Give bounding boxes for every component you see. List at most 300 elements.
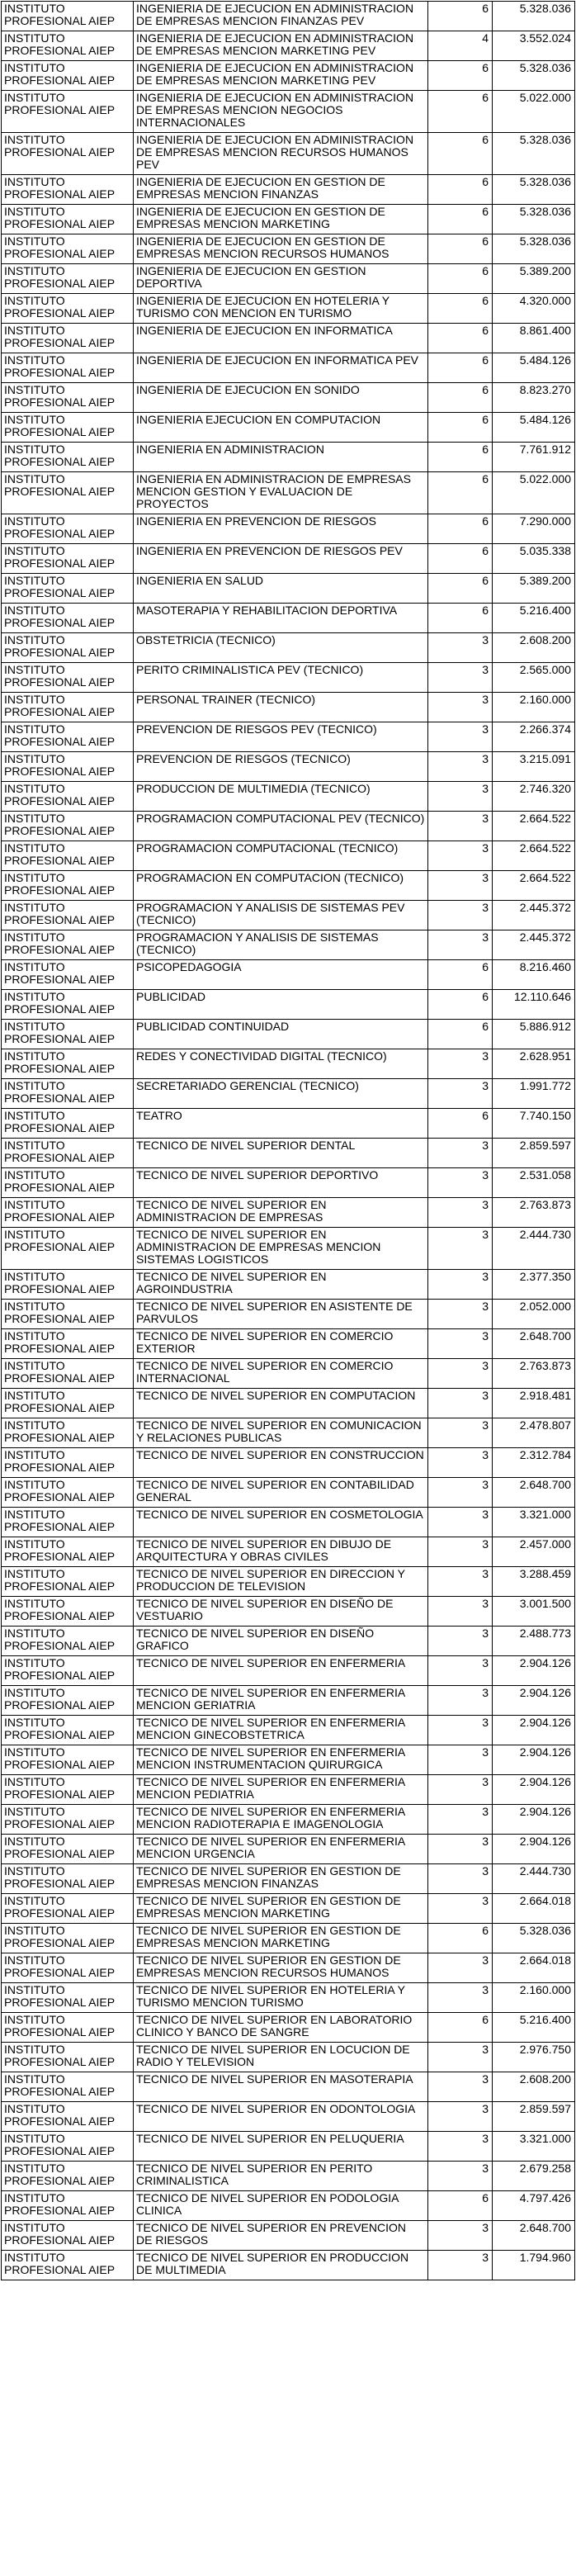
- table-row: [2, 205, 575, 234]
- duration-cell: 3: [428, 1508, 493, 1537]
- amount-cell: 2.478.807: [493, 1418, 575, 1448]
- table-row: [2, 2072, 575, 2102]
- program-cell: TECNICO DE NIVEL SUPERIOR EN ADMINISTRACION DE EMPRESAS MENCION SISTEMAS LOGISTICOS: [134, 1228, 428, 1270]
- duration-cell: 3: [428, 1627, 493, 1656]
- program-cell: OBSTETRICIA (TECNICO): [134, 633, 428, 663]
- amount-cell: 2.457.000: [493, 1537, 575, 1567]
- amount-cell: 2.160.000: [493, 693, 575, 722]
- duration-cell: 6: [428, 324, 493, 353]
- duration-cell: 6: [428, 175, 493, 205]
- table-row: [2, 2013, 575, 2043]
- duration-cell: 6: [428, 205, 493, 234]
- program-cell: INGENIERIA DE EJECUCION EN SONIDO: [134, 383, 428, 413]
- duration-cell: 6: [428, 472, 493, 514]
- table-row: [2, 960, 575, 990]
- institution-cell: INSTITUTO PROFESIONAL AIEP: [2, 1953, 134, 1983]
- amount-cell: 5.216.400: [493, 604, 575, 633]
- amount-cell: 4.797.426: [493, 2191, 575, 2221]
- program-cell: TECNICO DE NIVEL SUPERIOR DENTAL: [134, 1139, 428, 1168]
- amount-cell: 2.266.374: [493, 722, 575, 752]
- duration-cell: 3: [428, 1775, 493, 1805]
- amount-cell: 3.552.024: [493, 31, 575, 61]
- duration-cell: 3: [428, 1478, 493, 1508]
- table-row: [2, 1537, 575, 1567]
- amount-cell: 1.794.960: [493, 2251, 575, 2280]
- duration-cell: 3: [428, 752, 493, 782]
- institution-cell: INSTITUTO PROFESIONAL AIEP: [2, 1448, 134, 1478]
- table-row: [2, 383, 575, 413]
- table-row: [2, 1745, 575, 1775]
- table-row: [2, 1109, 575, 1139]
- table-row: [2, 1300, 575, 1329]
- program-cell: REDES Y CONECTIVIDAD DIGITAL (TECNICO): [134, 1049, 428, 1079]
- program-cell: PRODUCCION DE MULTIMEDIA (TECNICO): [134, 782, 428, 812]
- table-row: [2, 443, 575, 472]
- duration-cell: 6: [428, 443, 493, 472]
- duration-cell: 6: [428, 234, 493, 264]
- table-row: [2, 2043, 575, 2072]
- amount-cell: 2.679.258: [493, 2162, 575, 2191]
- institution-cell: INSTITUTO PROFESIONAL AIEP: [2, 1168, 134, 1198]
- program-cell: TECNICO DE NIVEL SUPERIOR EN HOTELERIA Y TURISMO MENCION TURISMO: [134, 1983, 428, 2013]
- program-cell: PSICOPEDAGOGIA: [134, 960, 428, 990]
- program-cell: TECNICO DE NIVEL SUPERIOR EN ADMINISTRACION DE EMPRESAS: [134, 1198, 428, 1228]
- table-row: [2, 413, 575, 443]
- duration-cell: 3: [428, 1300, 493, 1329]
- table-row: [2, 812, 575, 841]
- amount-cell: 2.664.522: [493, 812, 575, 841]
- program-cell: TECNICO DE NIVEL SUPERIOR EN ENFERMERIA MENCION INSTRUMENTACION QUIRURGICA: [134, 1745, 428, 1775]
- institution-cell: INSTITUTO PROFESIONAL AIEP: [2, 604, 134, 633]
- institution-cell: INSTITUTO PROFESIONAL AIEP: [2, 2013, 134, 2043]
- program-cell: TECNICO DE NIVEL SUPERIOR EN ENFERMERIA MENCION GERIATRIA: [134, 1686, 428, 1716]
- amount-cell: 2.763.873: [493, 1359, 575, 1389]
- table-row: [2, 514, 575, 544]
- program-cell: PERSONAL TRAINER (TECNICO): [134, 693, 428, 722]
- institution-cell: INSTITUTO PROFESIONAL AIEP: [2, 1020, 134, 1049]
- program-cell: TECNICO DE NIVEL SUPERIOR EN CONSTRUCCION: [134, 1448, 428, 1478]
- program-cell: PERITO CRIMINALISTICA PEV (TECNICO): [134, 663, 428, 693]
- program-cell: TECNICO DE NIVEL SUPERIOR EN GESTION DE EMPRESAS MENCION MARKETING: [134, 1924, 428, 1953]
- institution-cell: INSTITUTO PROFESIONAL AIEP: [2, 2251, 134, 2280]
- duration-cell: 6: [428, 574, 493, 604]
- institution-cell: INSTITUTO PROFESIONAL AIEP: [2, 930, 134, 960]
- duration-cell: 3: [428, 901, 493, 930]
- program-cell: TECNICO DE NIVEL SUPERIOR EN ASISTENTE DE PARVULOS: [134, 1300, 428, 1329]
- table-row: [2, 2102, 575, 2132]
- program-cell: TECNICO DE NIVEL SUPERIOR EN COMERCIO EXTERIOR: [134, 1329, 428, 1359]
- institution-cell: INSTITUTO PROFESIONAL AIEP: [2, 1049, 134, 1079]
- table-row: [2, 353, 575, 383]
- institution-cell: INSTITUTO PROFESIONAL AIEP: [2, 91, 134, 133]
- table-row: [2, 472, 575, 514]
- table-row: [2, 1508, 575, 1537]
- program-cell: PUBLICIDAD: [134, 990, 428, 1020]
- institution-cell: INSTITUTO PROFESIONAL AIEP: [2, 574, 134, 604]
- amount-cell: 3.001.500: [493, 1597, 575, 1627]
- program-cell: TECNICO DE NIVEL SUPERIOR EN MASOTERAPIA: [134, 2072, 428, 2102]
- institution-cell: INSTITUTO PROFESIONAL AIEP: [2, 693, 134, 722]
- amount-cell: 12.110.646: [493, 990, 575, 1020]
- program-cell: TECNICO DE NIVEL SUPERIOR EN LOCUCION DE RADIO Y TELEVISION: [134, 2043, 428, 2072]
- duration-cell: 3: [428, 930, 493, 960]
- table-row: [2, 1924, 575, 1953]
- institution-cell: INSTITUTO PROFESIONAL AIEP: [2, 1109, 134, 1139]
- amount-cell: 2.904.126: [493, 1716, 575, 1745]
- duration-cell: 3: [428, 1745, 493, 1775]
- amount-cell: 2.918.481: [493, 1389, 575, 1418]
- duration-cell: 3: [428, 2162, 493, 2191]
- amount-cell: 2.608.200: [493, 633, 575, 663]
- program-cell: TEATRO: [134, 1109, 428, 1139]
- program-cell: INGENIERIA DE EJECUCION EN GESTION DE EMPRESAS MENCION MARKETING: [134, 205, 428, 234]
- duration-cell: 3: [428, 782, 493, 812]
- institution-cell: INSTITUTO PROFESIONAL AIEP: [2, 544, 134, 574]
- table-row: [2, 782, 575, 812]
- duration-cell: 3: [428, 2251, 493, 2280]
- program-cell: TECNICO DE NIVEL SUPERIOR EN DIBUJO DE ARQUITECTURA Y OBRAS CIVILES: [134, 1537, 428, 1567]
- program-cell: TECNICO DE NIVEL SUPERIOR EN PELUQUERIA: [134, 2132, 428, 2162]
- institution-cell: INSTITUTO PROFESIONAL AIEP: [2, 1329, 134, 1359]
- institution-cell: INSTITUTO PROFESIONAL AIEP: [2, 871, 134, 901]
- amount-cell: 7.290.000: [493, 514, 575, 544]
- duration-cell: 6: [428, 1109, 493, 1139]
- amount-cell: 5.328.036: [493, 1924, 575, 1953]
- amount-cell: 2.664.522: [493, 871, 575, 901]
- institution-cell: INSTITUTO PROFESIONAL AIEP: [2, 2221, 134, 2251]
- institution-cell: INSTITUTO PROFESIONAL AIEP: [2, 1775, 134, 1805]
- table-row: [2, 175, 575, 205]
- table-row: [2, 2, 575, 31]
- table-row: [2, 2191, 575, 2221]
- duration-cell: 3: [428, 2102, 493, 2132]
- institution-cell: INSTITUTO PROFESIONAL AIEP: [2, 2191, 134, 2221]
- duration-cell: 6: [428, 133, 493, 175]
- amount-cell: 2.488.773: [493, 1627, 575, 1656]
- institution-cell: INSTITUTO PROFESIONAL AIEP: [2, 514, 134, 544]
- table-row: [2, 1049, 575, 1079]
- program-cell: TECNICO DE NIVEL SUPERIOR EN CONTABILIDAD GENERAL: [134, 1478, 428, 1508]
- duration-cell: 3: [428, 1329, 493, 1359]
- table-row: [2, 1835, 575, 1864]
- amount-cell: 3.321.000: [493, 2132, 575, 2162]
- institution-cell: INSTITUTO PROFESIONAL AIEP: [2, 413, 134, 443]
- amount-cell: 2.904.126: [493, 1835, 575, 1864]
- amount-cell: 2.763.873: [493, 1198, 575, 1228]
- duration-cell: 3: [428, 1168, 493, 1198]
- program-cell: TECNICO DE NIVEL SUPERIOR EN COSMETOLOGIA: [134, 1508, 428, 1537]
- amount-cell: 2.160.000: [493, 1983, 575, 2013]
- duration-cell: 3: [428, 1228, 493, 1270]
- duration-cell: 3: [428, 1448, 493, 1478]
- institution-cell: INSTITUTO PROFESIONAL AIEP: [2, 782, 134, 812]
- program-cell: INGENIERIA DE EJECUCION EN HOTELERIA Y TURISMO CON MENCION EN TURISMO: [134, 294, 428, 324]
- duration-cell: 3: [428, 1805, 493, 1835]
- amount-cell: 1.991.772: [493, 1079, 575, 1109]
- program-cell: INGENIERIA EN PREVENCION DE RIESGOS PEV: [134, 544, 428, 574]
- institution-cell: INSTITUTO PROFESIONAL AIEP: [2, 1656, 134, 1686]
- table-row: [2, 1478, 575, 1508]
- program-cell: INGENIERIA DE EJECUCION EN GESTION DE EMPRESAS MENCION RECURSOS HUMANOS: [134, 234, 428, 264]
- program-cell: PROGRAMACION Y ANALISIS DE SISTEMAS (TECNICO): [134, 930, 428, 960]
- duration-cell: 3: [428, 1270, 493, 1300]
- duration-cell: 3: [428, 1359, 493, 1389]
- amount-cell: 2.531.058: [493, 1168, 575, 1198]
- amount-cell: 5.328.036: [493, 205, 575, 234]
- institution-cell: INSTITUTO PROFESIONAL AIEP: [2, 1079, 134, 1109]
- duration-cell: 3: [428, 1537, 493, 1567]
- institution-cell: INSTITUTO PROFESIONAL AIEP: [2, 960, 134, 990]
- duration-cell: 6: [428, 514, 493, 544]
- institution-cell: INSTITUTO PROFESIONAL AIEP: [2, 1716, 134, 1745]
- program-cell: PROGRAMACION Y ANALISIS DE SISTEMAS PEV (TECNICO): [134, 901, 428, 930]
- table-body: [2, 2, 575, 2280]
- program-cell: PREVENCION DE RIESGOS PEV (TECNICO): [134, 722, 428, 752]
- amount-cell: 7.761.912: [493, 443, 575, 472]
- amount-cell: 2.565.000: [493, 663, 575, 693]
- table-row: [2, 1864, 575, 1894]
- duration-cell: 6: [428, 2191, 493, 2221]
- amount-cell: 2.648.700: [493, 1329, 575, 1359]
- program-cell: TECNICO DE NIVEL SUPERIOR EN COMPUTACION: [134, 1389, 428, 1418]
- table-row: [2, 871, 575, 901]
- institution-cell: INSTITUTO PROFESIONAL AIEP: [2, 472, 134, 514]
- institution-cell: INSTITUTO PROFESIONAL AIEP: [2, 990, 134, 1020]
- institution-cell: INSTITUTO PROFESIONAL AIEP: [2, 294, 134, 324]
- duration-cell: 3: [428, 1049, 493, 1079]
- program-cell: INGENIERIA DE EJECUCION EN INFORMATICA: [134, 324, 428, 353]
- program-cell: PUBLICIDAD CONTINUIDAD: [134, 1020, 428, 1049]
- institution-cell: INSTITUTO PROFESIONAL AIEP: [2, 1508, 134, 1537]
- institution-cell: INSTITUTO PROFESIONAL AIEP: [2, 383, 134, 413]
- amount-cell: 2.859.597: [493, 1139, 575, 1168]
- duration-cell: 3: [428, 1686, 493, 1716]
- amount-cell: 5.389.200: [493, 264, 575, 294]
- table-row: [2, 604, 575, 633]
- program-cell: INGENIERIA DE EJECUCION EN GESTION DE EMPRESAS MENCION FINANZAS: [134, 175, 428, 205]
- table-row: [2, 1020, 575, 1049]
- table-row: [2, 294, 575, 324]
- amount-cell: 2.444.730: [493, 1228, 575, 1270]
- table-row: [2, 1627, 575, 1656]
- duration-cell: 3: [428, 2221, 493, 2251]
- duration-cell: 3: [428, 1953, 493, 1983]
- table-row: [2, 133, 575, 175]
- amount-cell: 8.861.400: [493, 324, 575, 353]
- program-cell: INGENIERIA EN ADMINISTRACION DE EMPRESAS MENCION GESTION Y EVALUACION DE PROYECTOS: [134, 472, 428, 514]
- table-row: [2, 1805, 575, 1835]
- table-row: [2, 31, 575, 61]
- amount-cell: 8.216.460: [493, 960, 575, 990]
- institution-cell: INSTITUTO PROFESIONAL AIEP: [2, 2132, 134, 2162]
- institution-cell: INSTITUTO PROFESIONAL AIEP: [2, 1389, 134, 1418]
- amount-cell: 2.608.200: [493, 2072, 575, 2102]
- program-cell: TECNICO DE NIVEL SUPERIOR EN ENFERMERIA MENCION GINECOBSTETRICA: [134, 1716, 428, 1745]
- table-row: [2, 2221, 575, 2251]
- institution-cell: INSTITUTO PROFESIONAL AIEP: [2, 175, 134, 205]
- amount-cell: 2.444.730: [493, 1864, 575, 1894]
- table-row: [2, 1656, 575, 1686]
- amount-cell: 5.328.036: [493, 133, 575, 175]
- amount-cell: 2.859.597: [493, 2102, 575, 2132]
- table-row: [2, 663, 575, 693]
- table-row: [2, 1389, 575, 1418]
- institution-cell: INSTITUTO PROFESIONAL AIEP: [2, 1359, 134, 1389]
- duration-cell: 3: [428, 841, 493, 871]
- amount-cell: 2.664.018: [493, 1953, 575, 1983]
- duration-cell: 6: [428, 264, 493, 294]
- duration-cell: 6: [428, 294, 493, 324]
- institution-cell: INSTITUTO PROFESIONAL AIEP: [2, 443, 134, 472]
- program-cell: INGENIERIA EN PREVENCION DE RIESGOS: [134, 514, 428, 544]
- program-cell: PROGRAMACION COMPUTACIONAL PEV (TECNICO): [134, 812, 428, 841]
- program-cell: INGENIERIA DE EJECUCION EN GESTION DEPORTIVA: [134, 264, 428, 294]
- table-row: [2, 841, 575, 871]
- institution-cell: INSTITUTO PROFESIONAL AIEP: [2, 1894, 134, 1924]
- amount-cell: 7.740.150: [493, 1109, 575, 1139]
- amount-cell: 3.288.459: [493, 1567, 575, 1597]
- duration-cell: 3: [428, 1716, 493, 1745]
- amount-cell: 2.904.126: [493, 1656, 575, 1686]
- table-row: [2, 930, 575, 960]
- table-row: [2, 1270, 575, 1300]
- duration-cell: 3: [428, 1567, 493, 1597]
- table-row: [2, 1079, 575, 1109]
- amount-cell: 5.328.036: [493, 2, 575, 31]
- table-row: [2, 1228, 575, 1270]
- program-cell: TECNICO DE NIVEL SUPERIOR EN LABORATORIO CLINICO Y BANCO DE SANGRE: [134, 2013, 428, 2043]
- program-cell: TECNICO DE NIVEL SUPERIOR EN COMERCIO INTERNACIONAL: [134, 1359, 428, 1389]
- table-row: [2, 1448, 575, 1478]
- table-row: [2, 1329, 575, 1359]
- program-cell: PREVENCION DE RIESGOS (TECNICO): [134, 752, 428, 782]
- institution-cell: INSTITUTO PROFESIONAL AIEP: [2, 1686, 134, 1716]
- program-cell: TECNICO DE NIVEL SUPERIOR EN ODONTOLOGIA: [134, 2102, 428, 2132]
- institution-cell: INSTITUTO PROFESIONAL AIEP: [2, 752, 134, 782]
- duration-cell: 3: [428, 1894, 493, 1924]
- institution-cell: INSTITUTO PROFESIONAL AIEP: [2, 841, 134, 871]
- program-cell: INGENIERIA DE EJECUCION EN ADMINISTRACION DE EMPRESAS MENCION FINANZAS PEV: [134, 2, 428, 31]
- table-row: [2, 990, 575, 1020]
- program-cell: TECNICO DE NIVEL SUPERIOR EN COMUNICACION Y RELACIONES PUBLICAS: [134, 1418, 428, 1448]
- duration-cell: 3: [428, 2132, 493, 2162]
- duration-cell: 3: [428, 663, 493, 693]
- table-row: [2, 264, 575, 294]
- amount-cell: 5.328.036: [493, 61, 575, 91]
- table-row: [2, 544, 575, 574]
- table-row: [2, 722, 575, 752]
- amount-cell: 2.904.126: [493, 1805, 575, 1835]
- institution-cell: INSTITUTO PROFESIONAL AIEP: [2, 264, 134, 294]
- program-cell: TECNICO DE NIVEL SUPERIOR EN PREVENCION DE RIESGOS: [134, 2221, 428, 2251]
- table-row: [2, 1418, 575, 1448]
- duration-cell: 6: [428, 544, 493, 574]
- program-cell: SECRETARIADO GERENCIAL (TECNICO): [134, 1079, 428, 1109]
- amount-cell: 5.328.036: [493, 175, 575, 205]
- amount-cell: 2.312.784: [493, 1448, 575, 1478]
- table-row: [2, 2251, 575, 2280]
- institution-cell: INSTITUTO PROFESIONAL AIEP: [2, 812, 134, 841]
- institution-cell: INSTITUTO PROFESIONAL AIEP: [2, 2072, 134, 2102]
- amount-cell: 2.445.372: [493, 930, 575, 960]
- duration-cell: 6: [428, 990, 493, 1020]
- duration-cell: 6: [428, 91, 493, 133]
- table-row: [2, 2132, 575, 2162]
- institution-cell: INSTITUTO PROFESIONAL AIEP: [2, 1864, 134, 1894]
- institution-cell: INSTITUTO PROFESIONAL AIEP: [2, 1924, 134, 1953]
- duration-cell: 3: [428, 693, 493, 722]
- duration-cell: 3: [428, 1418, 493, 1448]
- duration-cell: 3: [428, 1983, 493, 2013]
- institution-cell: INSTITUTO PROFESIONAL AIEP: [2, 1270, 134, 1300]
- institution-cell: INSTITUTO PROFESIONAL AIEP: [2, 633, 134, 663]
- duration-cell: 3: [428, 1389, 493, 1418]
- table-row: [2, 1983, 575, 2013]
- duration-cell: 6: [428, 1020, 493, 1049]
- duration-cell: 3: [428, 1864, 493, 1894]
- program-cell: TECNICO DE NIVEL SUPERIOR EN ENFERMERIA: [134, 1656, 428, 1686]
- institution-cell: INSTITUTO PROFESIONAL AIEP: [2, 1835, 134, 1864]
- duration-cell: 3: [428, 722, 493, 752]
- amount-cell: 5.389.200: [493, 574, 575, 604]
- amount-cell: 5.886.912: [493, 1020, 575, 1049]
- table-row: [2, 1567, 575, 1597]
- duration-cell: 6: [428, 383, 493, 413]
- table-row: [2, 1168, 575, 1198]
- table-row: [2, 693, 575, 722]
- amount-cell: 5.022.000: [493, 472, 575, 514]
- amount-cell: 2.052.000: [493, 1300, 575, 1329]
- table-row: [2, 1716, 575, 1745]
- institution-cell: INSTITUTO PROFESIONAL AIEP: [2, 1597, 134, 1627]
- duration-cell: 3: [428, 871, 493, 901]
- amount-cell: 4.320.000: [493, 294, 575, 324]
- amount-cell: 3.321.000: [493, 1508, 575, 1537]
- program-cell: TECNICO DE NIVEL SUPERIOR DEPORTIVO: [134, 1168, 428, 1198]
- program-cell: INGENIERIA DE EJECUCION EN ADMINISTRACION DE EMPRESAS MENCION MARKETING PEV: [134, 31, 428, 61]
- program-cell: INGENIERIA DE EJECUCION EN ADMINISTRACION DE EMPRESAS MENCION MARKETING PEV: [134, 61, 428, 91]
- duration-cell: 6: [428, 604, 493, 633]
- table-row: [2, 1775, 575, 1805]
- program-cell: TECNICO DE NIVEL SUPERIOR EN DISEÑO GRAFICO: [134, 1627, 428, 1656]
- program-cell: TECNICO DE NIVEL SUPERIOR EN ENFERMERIA MENCION URGENCIA: [134, 1835, 428, 1864]
- institution-cell: INSTITUTO PROFESIONAL AIEP: [2, 2, 134, 31]
- amount-cell: 5.484.126: [493, 413, 575, 443]
- table-row: [2, 324, 575, 353]
- amount-cell: 8.823.270: [493, 383, 575, 413]
- program-cell: TECNICO DE NIVEL SUPERIOR EN DISEÑO DE VESTUARIO: [134, 1597, 428, 1627]
- table-row: [2, 1359, 575, 1389]
- duration-cell: 3: [428, 2043, 493, 2072]
- institution-cell: INSTITUTO PROFESIONAL AIEP: [2, 234, 134, 264]
- duration-cell: 6: [428, 2013, 493, 2043]
- institution-cell: INSTITUTO PROFESIONAL AIEP: [2, 1805, 134, 1835]
- table-row: [2, 234, 575, 264]
- duration-cell: 3: [428, 1079, 493, 1109]
- amount-cell: 5.035.338: [493, 544, 575, 574]
- amount-cell: 5.022.000: [493, 91, 575, 133]
- duration-cell: 3: [428, 1198, 493, 1228]
- program-cell: TECNICO DE NIVEL SUPERIOR EN DIRECCION Y PRODUCCION DE TELEVISION: [134, 1567, 428, 1597]
- amount-cell: 2.445.372: [493, 901, 575, 930]
- amount-cell: 2.648.700: [493, 2221, 575, 2251]
- institution-cell: INSTITUTO PROFESIONAL AIEP: [2, 133, 134, 175]
- program-cell: PROGRAMACION EN COMPUTACION (TECNICO): [134, 871, 428, 901]
- program-cell: INGENIERIA DE EJECUCION EN INFORMATICA PEV: [134, 353, 428, 383]
- amount-cell: 2.628.951: [493, 1049, 575, 1079]
- duration-cell: 6: [428, 1924, 493, 1953]
- tuition-table: [1, 1, 575, 2280]
